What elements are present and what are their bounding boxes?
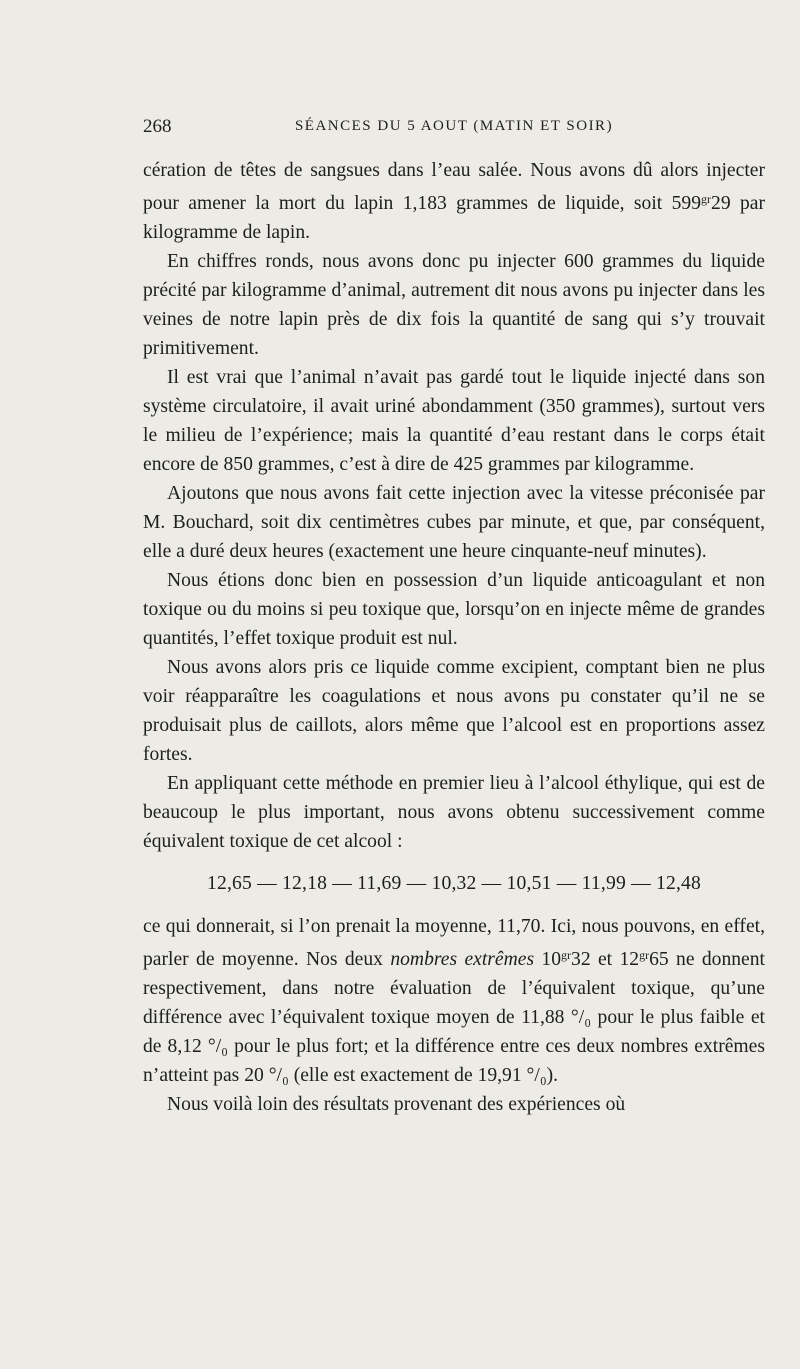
paragraph: Il est vrai que l’animal n’avait pas gardé tout le liquide injecté dans son système circulatoire, il avait uriné abondamment (350 grammes), surtout vers le milieu de l’expérience; mais la quantité d’eau restant dans le corps était encore de 850 grammes, c’est à dire de 425 grammes par kilogramme. [143, 367, 765, 475]
page-number: 268 [143, 116, 172, 137]
body-text [143, 156, 765, 1119]
paragraph: En chiffres ronds, nous avons donc pu injecter 600 grammes du liquide précité par kilogramme d’animal, autrement dit nous avons pu injecter dans les veines de notre lapin près de dix fois la quantité de sang qui s’y trouvait primitivement. [143, 251, 765, 359]
superscript: gr [639, 948, 650, 962]
paragraph: ce qui donnerait, si l’on prenait la moyenne, 11,70. Ici, nous pouvons, en effet, parler de moyenne. Nos deux nombres extrêmes $10^{gr}32$ et $12^{gr}65$ ne donnent respectivement, dans notre évaluation de l’équivalent toxique, qu’une différence avec l’équivalent toxique moyen de 11,88 °/₀ pour le plus faible et de 8,12 °/₀ pour le plus fort; et la différence entre ces deux nombres extrêmes n’atteint pas 20 °/₀ (elle est exactement de 19,91 °/₀). [143, 916, 765, 1086]
italic-emphasis: nombres extrêmes [390, 949, 535, 970]
paragraph: Nous étions donc bien en possession d’un liquide anticoagulant et non toxique ou du moins si peu toxique que, lorsqu’on en injecte même de grandes quantités, l’effet toxique produit est nul. [143, 570, 765, 649]
paragraph: Nous voilà loin des résultats provenant des expériences où [167, 1094, 626, 1115]
paragraph: Ajoutons que nous avons fait cette injection avec la vitesse préconisée par M. Bouchard, soit dix centimètres cubes par minute, et que, par conséquent, elle a duré deux heures (exactement une heure cinquante-neuf minutes). [143, 483, 765, 562]
paragraph: En appliquant cette méthode en premier lieu à l’alcool éthylique, qui est de beaucoup le plus important, nous avons obtenu successivement comme équivalent toxique de cet alcool : [143, 773, 765, 852]
values-series: 12,65 — 12,18 — 11,69 — 10,32 — 10,51 — 11,99 — 12,48 [206, 873, 702, 894]
page-header [143, 116, 765, 144]
superscript: gr [701, 192, 712, 206]
paragraph: Nous avons alors pris ce liquide comme excipient, comptant bien ne plus voir réapparaître les coagulations et nous avons pu constater qu’il ne se produisait plus de caillots, alors même que l’alcool est en proportions assez fortes. [143, 657, 765, 765]
running-title: SÉANCES DU 5 AOUT (MATIN ET SOIR) [294, 118, 614, 134]
paragraph: cération de têtes de sangsues dans l’eau salée. Nous avons dû alors injecter pour amener la mort du lapin 1,183 grammes de liquide, soit $599^{gr}29$ par kilogramme de lapin. [143, 160, 766, 243]
superscript: gr [561, 948, 572, 962]
